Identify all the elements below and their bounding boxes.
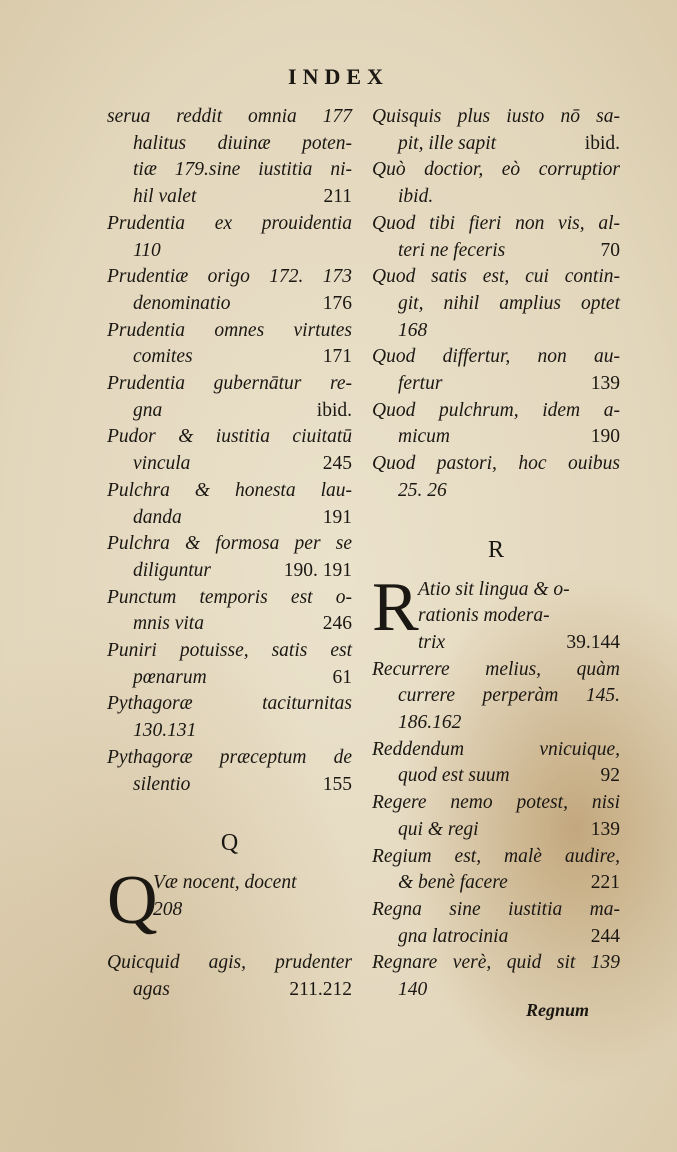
entry-line bbox=[107, 344, 352, 371]
index-entry bbox=[107, 104, 352, 211]
right-entries bbox=[372, 104, 620, 505]
index-entry bbox=[107, 531, 352, 584]
index-entry bbox=[107, 424, 352, 477]
entry-line: Regna sine iustitia ma- bbox=[372, 898, 620, 920]
page-number: 244 bbox=[590, 925, 620, 947]
page-number: 155 bbox=[322, 773, 352, 795]
page-number: 191 bbox=[322, 506, 352, 528]
entry-line: Pythagoræ taciturnitas bbox=[107, 693, 352, 715]
index-entry bbox=[372, 398, 620, 451]
entry-line-text: trix bbox=[418, 631, 446, 653]
entry-line bbox=[107, 451, 352, 478]
entry-line-text: micum bbox=[398, 426, 450, 448]
entry-line: Recurrere melius, quàm bbox=[372, 658, 620, 680]
index-entry bbox=[107, 638, 352, 691]
left-column bbox=[107, 104, 352, 1004]
page-number: 211.212 bbox=[289, 978, 352, 1000]
entry-line: serua reddit omnia 177 bbox=[107, 106, 352, 127]
index-entry bbox=[372, 657, 620, 737]
entry-line-text: teri ne feceris bbox=[398, 239, 506, 261]
entry-line-text: danda bbox=[133, 506, 182, 528]
entry-line-text: pit, ille sapit bbox=[398, 132, 497, 154]
index-entry bbox=[107, 211, 352, 264]
entry-line: Puniri potuisse, satis est bbox=[107, 640, 352, 662]
entry-line-text: agas bbox=[133, 978, 170, 1000]
section-letter-q: Q bbox=[220, 830, 239, 857]
index-entry bbox=[107, 318, 352, 371]
index-entry bbox=[372, 344, 620, 397]
entry-line bbox=[107, 505, 352, 532]
page-number: 39.144 bbox=[566, 631, 620, 653]
entry-line: halitus diuinæ poten- bbox=[133, 132, 352, 154]
entry-line: Atio sit lingua & o- bbox=[418, 578, 570, 600]
entry-line: Væ nocent, docent bbox=[153, 872, 297, 894]
page-number: 246 bbox=[322, 613, 352, 635]
entry-line: Pythagoræ præceptum de bbox=[107, 746, 352, 768]
index-entry bbox=[372, 737, 620, 790]
entry-line bbox=[107, 611, 352, 638]
entry-line-text: gna latrocinia bbox=[398, 925, 509, 947]
index-entry bbox=[372, 844, 620, 897]
entry-line-text: comites bbox=[133, 346, 193, 368]
index-entry bbox=[372, 897, 620, 950]
page-number: 92 bbox=[600, 765, 620, 787]
page-number: 245 bbox=[322, 453, 352, 475]
page-number: 190 bbox=[590, 426, 620, 448]
entry-line: Regium est, malè audire, bbox=[372, 845, 620, 867]
entry-line: Quod differtur, non au- bbox=[372, 346, 620, 368]
entry-line-text: vincula bbox=[133, 453, 191, 475]
page-number: 190. 191 bbox=[283, 559, 352, 581]
entry-line-text: silentio bbox=[133, 773, 191, 795]
left-entries bbox=[107, 104, 352, 798]
section-letter-r: R bbox=[487, 536, 504, 563]
index-entry bbox=[107, 478, 352, 531]
index-entry bbox=[107, 585, 352, 638]
entry-line bbox=[372, 238, 620, 265]
entry-line bbox=[372, 131, 620, 158]
entry-line: Prudentia omnes virtutes bbox=[107, 319, 352, 341]
entry-line: Reddendum vnicuique, bbox=[372, 738, 620, 760]
index-entry bbox=[372, 950, 620, 1003]
entry-line: Regere nemo potest, nisi bbox=[372, 792, 620, 814]
page-number: 61 bbox=[332, 666, 352, 688]
entry-line-text: & benè facere bbox=[398, 872, 508, 894]
entry-line-text: gna bbox=[133, 399, 163, 421]
entry-line: git, nihil amplius optet bbox=[398, 292, 620, 314]
right-column bbox=[372, 104, 620, 1004]
dropcap-entry-q bbox=[107, 862, 352, 950]
page-number: ibid. bbox=[316, 399, 352, 421]
index-entry bbox=[372, 264, 620, 344]
page-number: 139 bbox=[590, 373, 620, 395]
entry-line: Quicquid agis, prudenter bbox=[107, 952, 352, 974]
index-entry bbox=[372, 157, 620, 210]
entry-line: Pulchra & honesta lau- bbox=[107, 479, 352, 501]
page-number: 139 bbox=[590, 818, 620, 840]
entry-line: Prudentia ex prouidentia bbox=[107, 212, 352, 234]
entry-line bbox=[372, 870, 620, 897]
entry-line: Quod satis est, cui contin- bbox=[372, 266, 620, 288]
entry-line: Quod pulchrum, idem a- bbox=[372, 399, 620, 421]
entry-line bbox=[107, 665, 352, 692]
index-entry bbox=[107, 950, 352, 1003]
entry-line: Pulchra & formosa per se bbox=[107, 533, 352, 555]
entry-line: Punctum temporis est o- bbox=[107, 586, 352, 608]
entry-line: 186.162 bbox=[398, 712, 462, 734]
entry-line-text: qui & regi bbox=[398, 818, 479, 840]
page-number: 171 bbox=[322, 346, 352, 368]
entry-line: Quisquis plus iusto nō sa- bbox=[372, 106, 620, 127]
drop-cap: R bbox=[372, 568, 419, 646]
entry-line: Prudentia gubernātur re- bbox=[107, 373, 352, 395]
entry-line bbox=[372, 763, 620, 790]
page-header: INDEX bbox=[288, 64, 389, 89]
entry-line bbox=[107, 558, 352, 585]
entry-line bbox=[372, 371, 620, 398]
entry-line-text: denominatio bbox=[133, 292, 231, 314]
page-number: 176 bbox=[322, 292, 352, 314]
entry-line-text: mnis vita bbox=[133, 613, 204, 635]
left-after-entries bbox=[107, 950, 352, 1003]
entry-line: 208 bbox=[153, 898, 183, 920]
entry-line bbox=[372, 924, 620, 951]
entry-line bbox=[372, 817, 620, 844]
entry-line bbox=[372, 424, 620, 451]
entry-line: Prudentiæ origo 172. 173 bbox=[107, 266, 352, 288]
entry-line-text: pœnarum bbox=[133, 666, 207, 688]
drop-cap: Q bbox=[107, 862, 158, 940]
entry-line: 140 bbox=[398, 979, 428, 1001]
index-entry bbox=[107, 691, 352, 744]
page-number: 211 bbox=[323, 186, 352, 208]
entry-line: Pudor & iustitia ciuitatū bbox=[107, 426, 352, 448]
entry-line: 168 bbox=[398, 319, 428, 341]
catchword: Regnum bbox=[526, 1000, 590, 1020]
index-entry bbox=[372, 790, 620, 843]
entry-line-text: quod est suum bbox=[398, 765, 510, 787]
index-entry bbox=[372, 104, 620, 157]
entry-line bbox=[107, 398, 352, 425]
entry-line: 110 bbox=[133, 239, 161, 261]
entry-line bbox=[107, 291, 352, 318]
index-entry bbox=[107, 745, 352, 798]
entry-line bbox=[107, 184, 352, 211]
right-after-entries bbox=[372, 657, 620, 1004]
entry-line: 25. 26 bbox=[398, 479, 447, 501]
index-entry bbox=[107, 371, 352, 424]
entry-line: Quò doctior, eò corruptior bbox=[372, 159, 620, 181]
entry-line: 130.131 bbox=[133, 720, 197, 742]
page-number: 221 bbox=[590, 872, 620, 894]
entry-line: tiæ 179.sine iustitia ni- bbox=[133, 159, 352, 181]
entry-line: Regnare verè, quid sit 139 bbox=[372, 952, 620, 974]
entry-line: rationis modera- bbox=[418, 605, 550, 627]
entry-line-text: fertur bbox=[398, 373, 443, 395]
index-entry bbox=[372, 211, 620, 264]
page-number: ibid. bbox=[584, 132, 620, 154]
entry-line bbox=[107, 977, 352, 1004]
entry-line: currere perperàm 145. bbox=[398, 685, 620, 707]
entry-line bbox=[418, 630, 620, 657]
entry-line: ibid. bbox=[398, 186, 434, 208]
entry-line-text: hil valet bbox=[133, 186, 197, 208]
entry-line-text: diliguntur bbox=[133, 559, 212, 581]
index-entry bbox=[107, 264, 352, 317]
page-number: 70 bbox=[600, 239, 620, 261]
dropcap-entry-r bbox=[372, 568, 620, 657]
index-entry bbox=[372, 451, 620, 504]
entry-line: Quod tibi fieri non vis, al- bbox=[372, 212, 620, 234]
entry-line bbox=[107, 772, 352, 799]
entry-line: Quod pastori, hoc ouibus bbox=[372, 453, 620, 475]
